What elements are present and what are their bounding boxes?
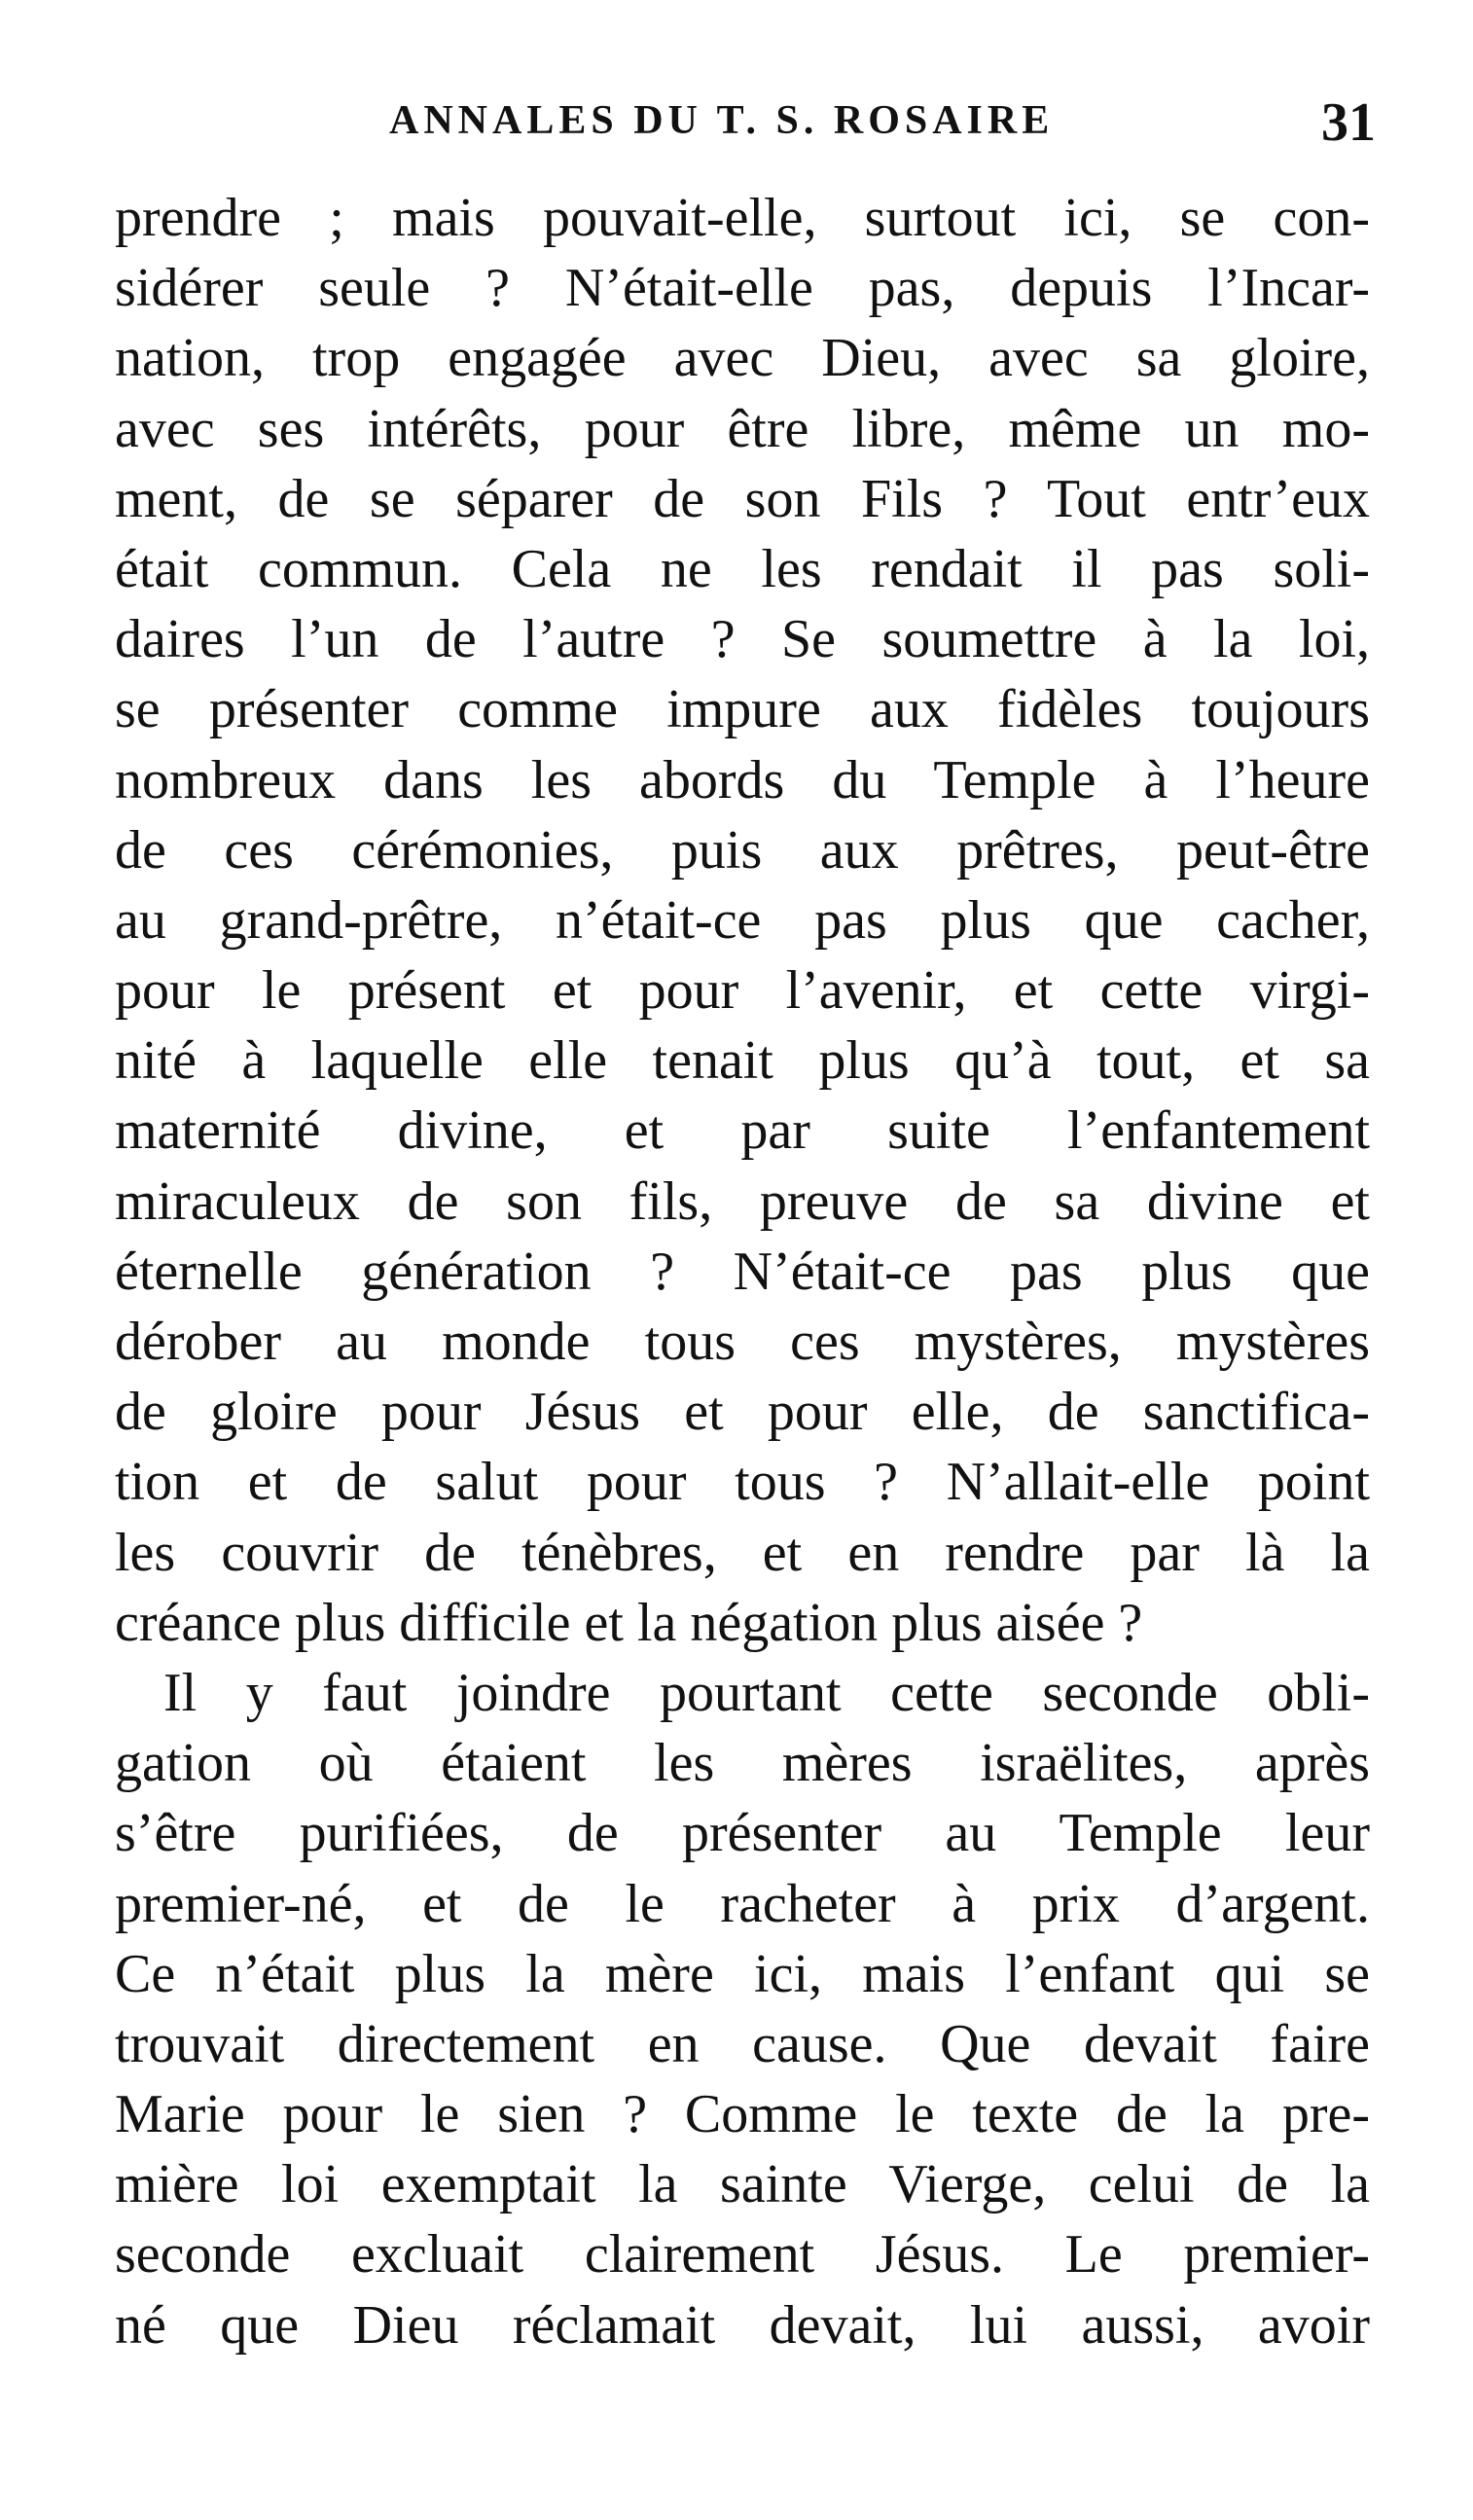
text-line: nation, trop engagée avec Dieu, avec sa gloire, — [115, 328, 1370, 389]
text-line: se présenter comme impure aux fidèles toujours — [115, 679, 1370, 740]
text-line: de ces cérémonies, puis aux prêtres, peut-être — [115, 819, 1370, 881]
page-number: 31 — [1321, 92, 1376, 153]
text-line: avec ses intérêts, pour être libre, même un mo- — [115, 398, 1370, 459]
text-line: les couvrir de ténèbres, et en rendre par là la — [115, 1522, 1370, 1583]
text-line: au grand-prêtre, n’était-ce pas plus que cacher, — [115, 889, 1370, 951]
paragraph-2 — [115, 1658, 1370, 2360]
text-line: mière loi exemptait la sainte Vierge, celui de la — [115, 2154, 1370, 2215]
text-line: miraculeux de son fils, preuve de sa divine et — [115, 1170, 1370, 1232]
running-title: ANNALES DU T. S. ROSAIRE — [389, 98, 1055, 143]
text-line: était commun. Cela ne les rendait il pas soli- — [115, 538, 1370, 599]
text-line: nité à laquelle elle tenait plus qu’à tout, et sa — [115, 1030, 1370, 1092]
text-line: daires l’un de l’autre ? Se soumettre à la loi, — [115, 609, 1370, 670]
text-line: sidérer seule ? N’était-elle pas, depuis l’Incar- — [115, 258, 1370, 319]
text-line: créance plus difficile et la négation plus aisée ? — [115, 1592, 1143, 1653]
text-line: maternité divine, et par suite l’enfantement — [115, 1100, 1370, 1162]
text-line: pour le présent et pour l’avenir, et cette virgi- — [115, 960, 1370, 1022]
text-line: dérober au monde tous ces mystères, mystères — [115, 1312, 1370, 1372]
text-line: prendre ; mais pouvait-elle, surtout ici, se con- — [115, 188, 1370, 248]
text-line: éternelle génération ? N’était-ce pas plus que — [115, 1241, 1370, 1302]
text-line: tion et de salut pour tous ? N’allait-elle point — [115, 1452, 1370, 1513]
text-line: seconde excluait clairement Jésus. Le premier- — [115, 2224, 1370, 2286]
text-line: Marie pour le sien ? Comme le texte de la pre- — [115, 2084, 1370, 2145]
text-line: Il y faut joindre pourtant cette seconde obli- — [163, 1662, 1370, 1723]
text-line: premier-né, et de le racheter à prix d’argent. — [115, 1873, 1370, 1934]
running-header — [0, 88, 1473, 165]
text-line: de gloire pour Jésus et pour elle, de sanctifica- — [115, 1382, 1370, 1443]
text-line: trouvait directement en cause. Que devait faire — [115, 2013, 1370, 2074]
text-line: né que Dieu réclamait devait, lui aussi, avoir — [115, 2294, 1370, 2356]
text-line: gation où étaient les mères israëlites, après — [115, 1733, 1370, 1794]
text-line: s’être purifiées, de présenter au Temple leur — [115, 1803, 1370, 1864]
text-line: Ce n’était plus la mère ici, mais l’enfant qui se — [115, 1943, 1370, 2004]
text-line: ment, de se séparer de son Fils ? Tout entr’eux — [115, 468, 1370, 529]
body-text — [115, 183, 1370, 2360]
text-line: nombreux dans les abords du Temple à l’heure — [115, 749, 1370, 810]
paragraph-1 — [115, 183, 1370, 1658]
